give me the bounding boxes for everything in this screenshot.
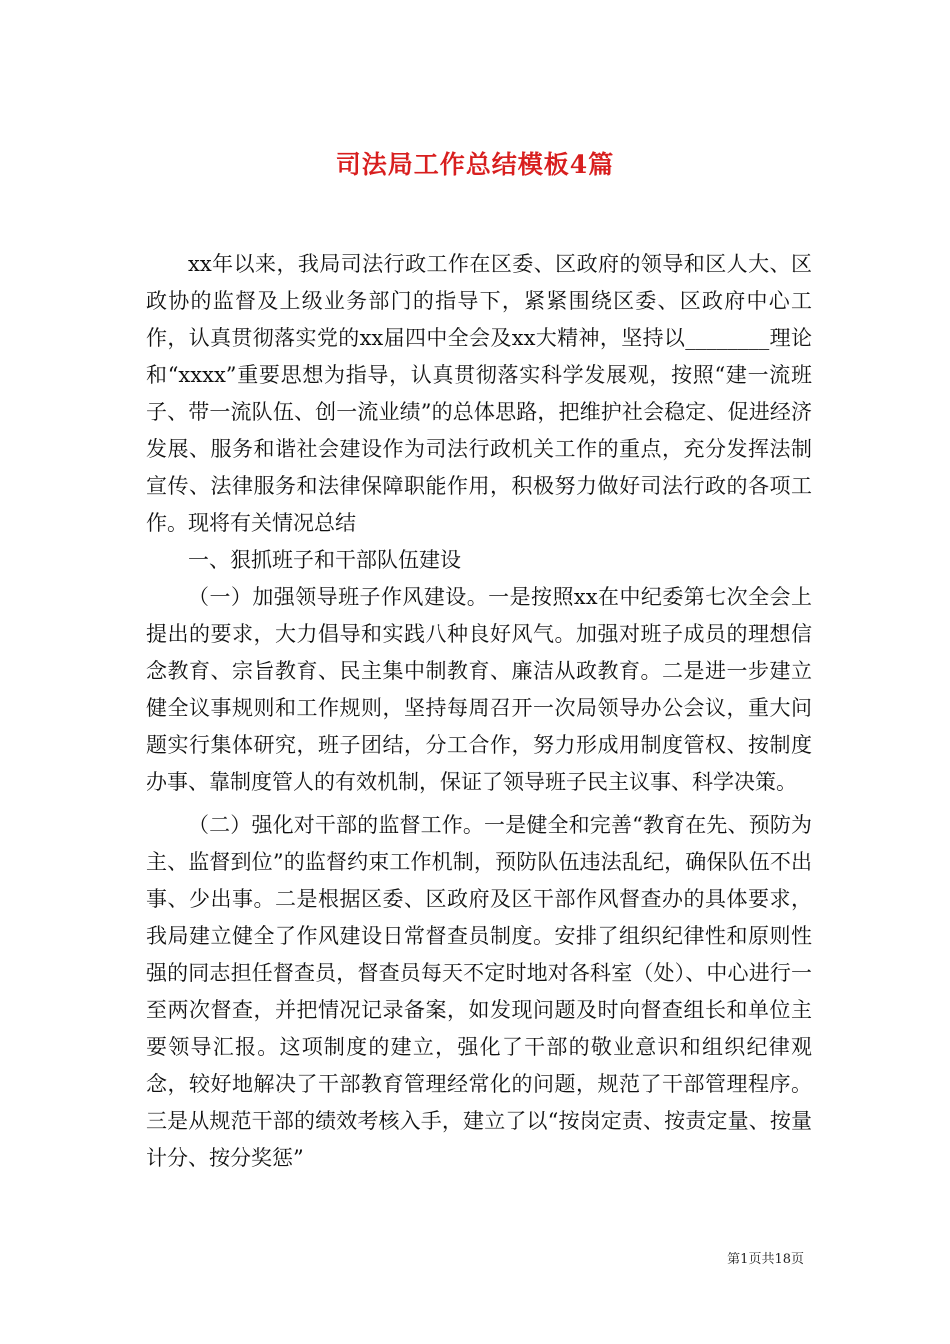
intro-paragraph: xx年以来，我局司法行政工作在区委、区政府的领导和区人大、区政协的监督及上级业务部门的指导下，紧紧围绕区委、区政府中心工作，认真贯彻落实党的xx届四中全会及xx大精神，坚持以________理论和“xxxx”重要思想为指导，认真贯彻落实科学发展观，按照“建一流班子、带一流队伍、创一流业绩”的总体思路，把维护社会稳定、促进经济发展、服务和谐社会建设作为司法行政机关工作的重点，充分发挥法制宣传、法律服务和法律保障职能作用，积极努力做好司法行政的各项工作。现将有关情况总结: [146, 252, 812, 535]
subsection-paragraph-1: （一）加强领导班子作风建设。一是按照xx在中纪委第七次全会上提出的要求，大力倡导和实践八种良好风气。加强对班子成员的理想信念教育、宗旨教育、民主集中制教育、廉洁从政教育。二是进一步建立健全议事规则和工作规则，坚持每周召开一次局领导办公会议，重大问题实行集体研究，班子团结，分工合作，努力形成用制度管权、按制度办事、靠制度管人的有效机制，保证了领导班子民主议事、科学决策。: [146, 585, 812, 794]
document-title: 司法局工作总结模板4篇: [335, 149, 615, 179]
document-body: [146, 246, 812, 1177]
page-number-footer: 第1页共18页: [727, 1252, 804, 1267]
section-heading: 一、狠抓班子和干部队伍建设: [188, 548, 461, 572]
subsection-paragraph-2: （二）强化对干部的监督工作。一是健全和完善“教育在先、预防为主、监督到位”的监督约束工作机制，预防队伍违法乱纪，确保队伍不出事、少出事。二是根据区委、区政府及区干部作风督查办的具体要求，我局建立健全了作风建设日常督查员制度。安排了组织纪律性和原则性强的同志担任督查员，督查员每天不定时地对各科室（处）、中心进行一至两次督查，并把情况记录备案，如发现问题及时向督查组长和单位主要领导汇报。这项制度的建立，强化了干部的敬业意识和组织纪律观念，较好地解决了干部教育管理经常化的问题，规范了干部管理程序。三是从规范干部的绩效考核入手，建立了以“按岗定责、按责定量、按量计分、按分奖惩”: [146, 813, 812, 1170]
